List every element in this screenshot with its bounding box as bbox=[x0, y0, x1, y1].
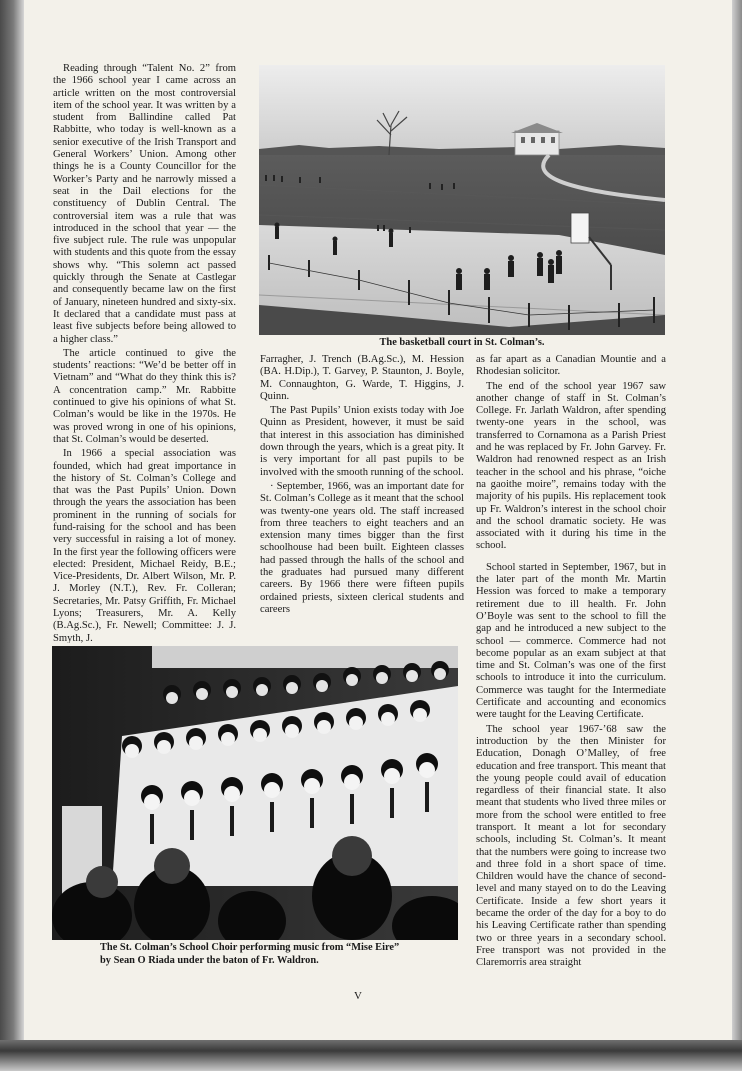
scan-edge-right bbox=[732, 0, 742, 1071]
page-number: V bbox=[354, 990, 362, 1002]
caption-basketball-court: The basketball court in St. Colman’s. bbox=[379, 337, 545, 348]
paragraph: The end of the school year 1967 saw another change of staff in St. Colman’s College. Fr. Jarlath Waldron, after spending twenty-one years in the school, was transferred to Cornamona as a Parish Priest and he was replaced by Fr. John Garvey. Fr. Waldron had renowned respect as an Irish teacher in the school and his phrase, “oiche na gaoithe moire”, remains today with the majority of his pupils. His replacement took up Fr. Waldron’s interest in the school choir and the school dramatic society. He was associated with it during his time in the school. bbox=[476, 380, 666, 552]
caption-school-choir bbox=[100, 942, 460, 967]
paragraph: The Past Pupils’ Union exists today with Joe Quinn as President, however, it must be said that interest in this association has diminished down through the years, which is a great pity. It is very important for all past pupils to be involved with the smooth running of the school. bbox=[260, 405, 464, 478]
scan-edge-left bbox=[0, 0, 24, 1071]
paragraph: The school year 1967-’68 saw the introduction by the then Minister for Education, Donagh O’Malley, of free education and free transport. This meant that the young people could avail of education regardless of their financial state. It also meant that students who lived three miles or more from the school were entitled to free transport. It meant a lot for secondary schools, including St. Colman’s. It meant that the numbers were going to increase two and three fold in a short space of time. Children would have the chance of second-level and many stayed on to do the Leaving Certificate. Inside a few short years it became the order of the day for a boy to do his Leaving Certificate rather than spending two or three years in a secondary school. Free transport was not provided in the Claremorris area straight bbox=[476, 723, 666, 969]
caption-line: by Sean O Riada under the baton of Fr. Waldron. bbox=[100, 954, 319, 966]
paragraph: as far apart as a Canadian Mountie and a Rhodesian solicitor. bbox=[476, 354, 666, 378]
paragraph: Reading through “Talent No. 2” from the 1966 school year I came across an article written on the most controversial item of the school year. It was written by a student from Ballindine called Pat Rabbitte, who today is well-known as a senior executive of the Irish Transport and General Workers’ Union. Among other things he is a County Councillor for the Worker’s Party and he narrowly missed a seat in the Dail elections for the constituency of Dublin Central. The controversial item was a rule that was introduced in the school that year — the five subject rule. The rule was unpopular with students and this quote from the essay shows why. “This solemn act passed quickly through the Senate at Castlegar and consequently became law on the first of January, nineteen hundred and sixty-six. It declared that a candidate must pass at least five subjects before being allowed to a higher class.” bbox=[53, 63, 236, 345]
paragraph: School started in September, 1967, but in the later part of the month Mr. Martin Hession was forced to make a temporary retirement due to ill health. Fr. John O’Boyle was sent to the school to fill the gap and he introduced a new subject to the school — commerce. Commerce had not become popular as an exam subject at that time and St. Colman’s was one of the first schools to introduce it into the curriculum. Commerce was taught for the Intermediate Certificate and accounting and economics were taught for the Leaving Certificate. bbox=[476, 561, 666, 721]
paragraph: The article continued to give the students’ reactions: “We’d be better off in Vietnam” and “What do they think this is? A concentration camp.” Mr. Rabbitte continued to give his opinions of what St. Colman’s would be like in the 1970s. He was proved wrong in one of his opinions, that St. Colman’s would be deserted. bbox=[53, 347, 236, 445]
paragraph: · September, 1966, was an important date for St. Colman’s College as it meant that the school was twenty-one years old. The staff increased from three teachers to eight teachers and an extension many times bigger than the first schoolhouse had been built. Eighteen classes had passed through the halls of the school and the graduates had pursued many different careers. By 1966 there were fifteen pupils ordained priests, sixteen clerical students and careers bbox=[260, 480, 464, 615]
caption-line: The St. Colman’s School Choir performing music from “Mise Eire” bbox=[100, 942, 400, 953]
photo-school-choir bbox=[52, 646, 458, 940]
text-column-3 bbox=[476, 354, 666, 982]
text-column-2 bbox=[260, 354, 464, 644]
paragraph: Farragher, J. Trench (B.Ag.Sc.), M. Hession (BA. H.Dip.), T. Garvey, P. Staunton, J. Boyle, M. Connaughton, G. Warde, T. Higgins, J. Quinn. bbox=[260, 354, 464, 402]
text-column-1 bbox=[53, 63, 236, 643]
photo-basketball-court bbox=[259, 65, 665, 335]
scan-edge-bottom bbox=[0, 1040, 742, 1071]
paragraph: In 1966 a special association was founded, which had great importance in the history of St. Colman’s College and that was the Past Pupils’ Union. Down through the years the association has been prominent in the running of socials for fund-raising for the school and has been very successful in raising a lot of money. In the first year the following officers were elected: President, Michael Reidy, B.E.; Vice-Presidents, Dr. Albert Wilson, Mr. P. J. Morley (N.T.), Rev. Fr. Colleran; Secretaries, Mr. Patsy Griffith, Fr. Michael Lyons; Treasurers, Mr. A. Kelly (B.Ag.Sc.), Fr. Newell; Committee: J. J. Smyth, J. bbox=[53, 448, 236, 643]
